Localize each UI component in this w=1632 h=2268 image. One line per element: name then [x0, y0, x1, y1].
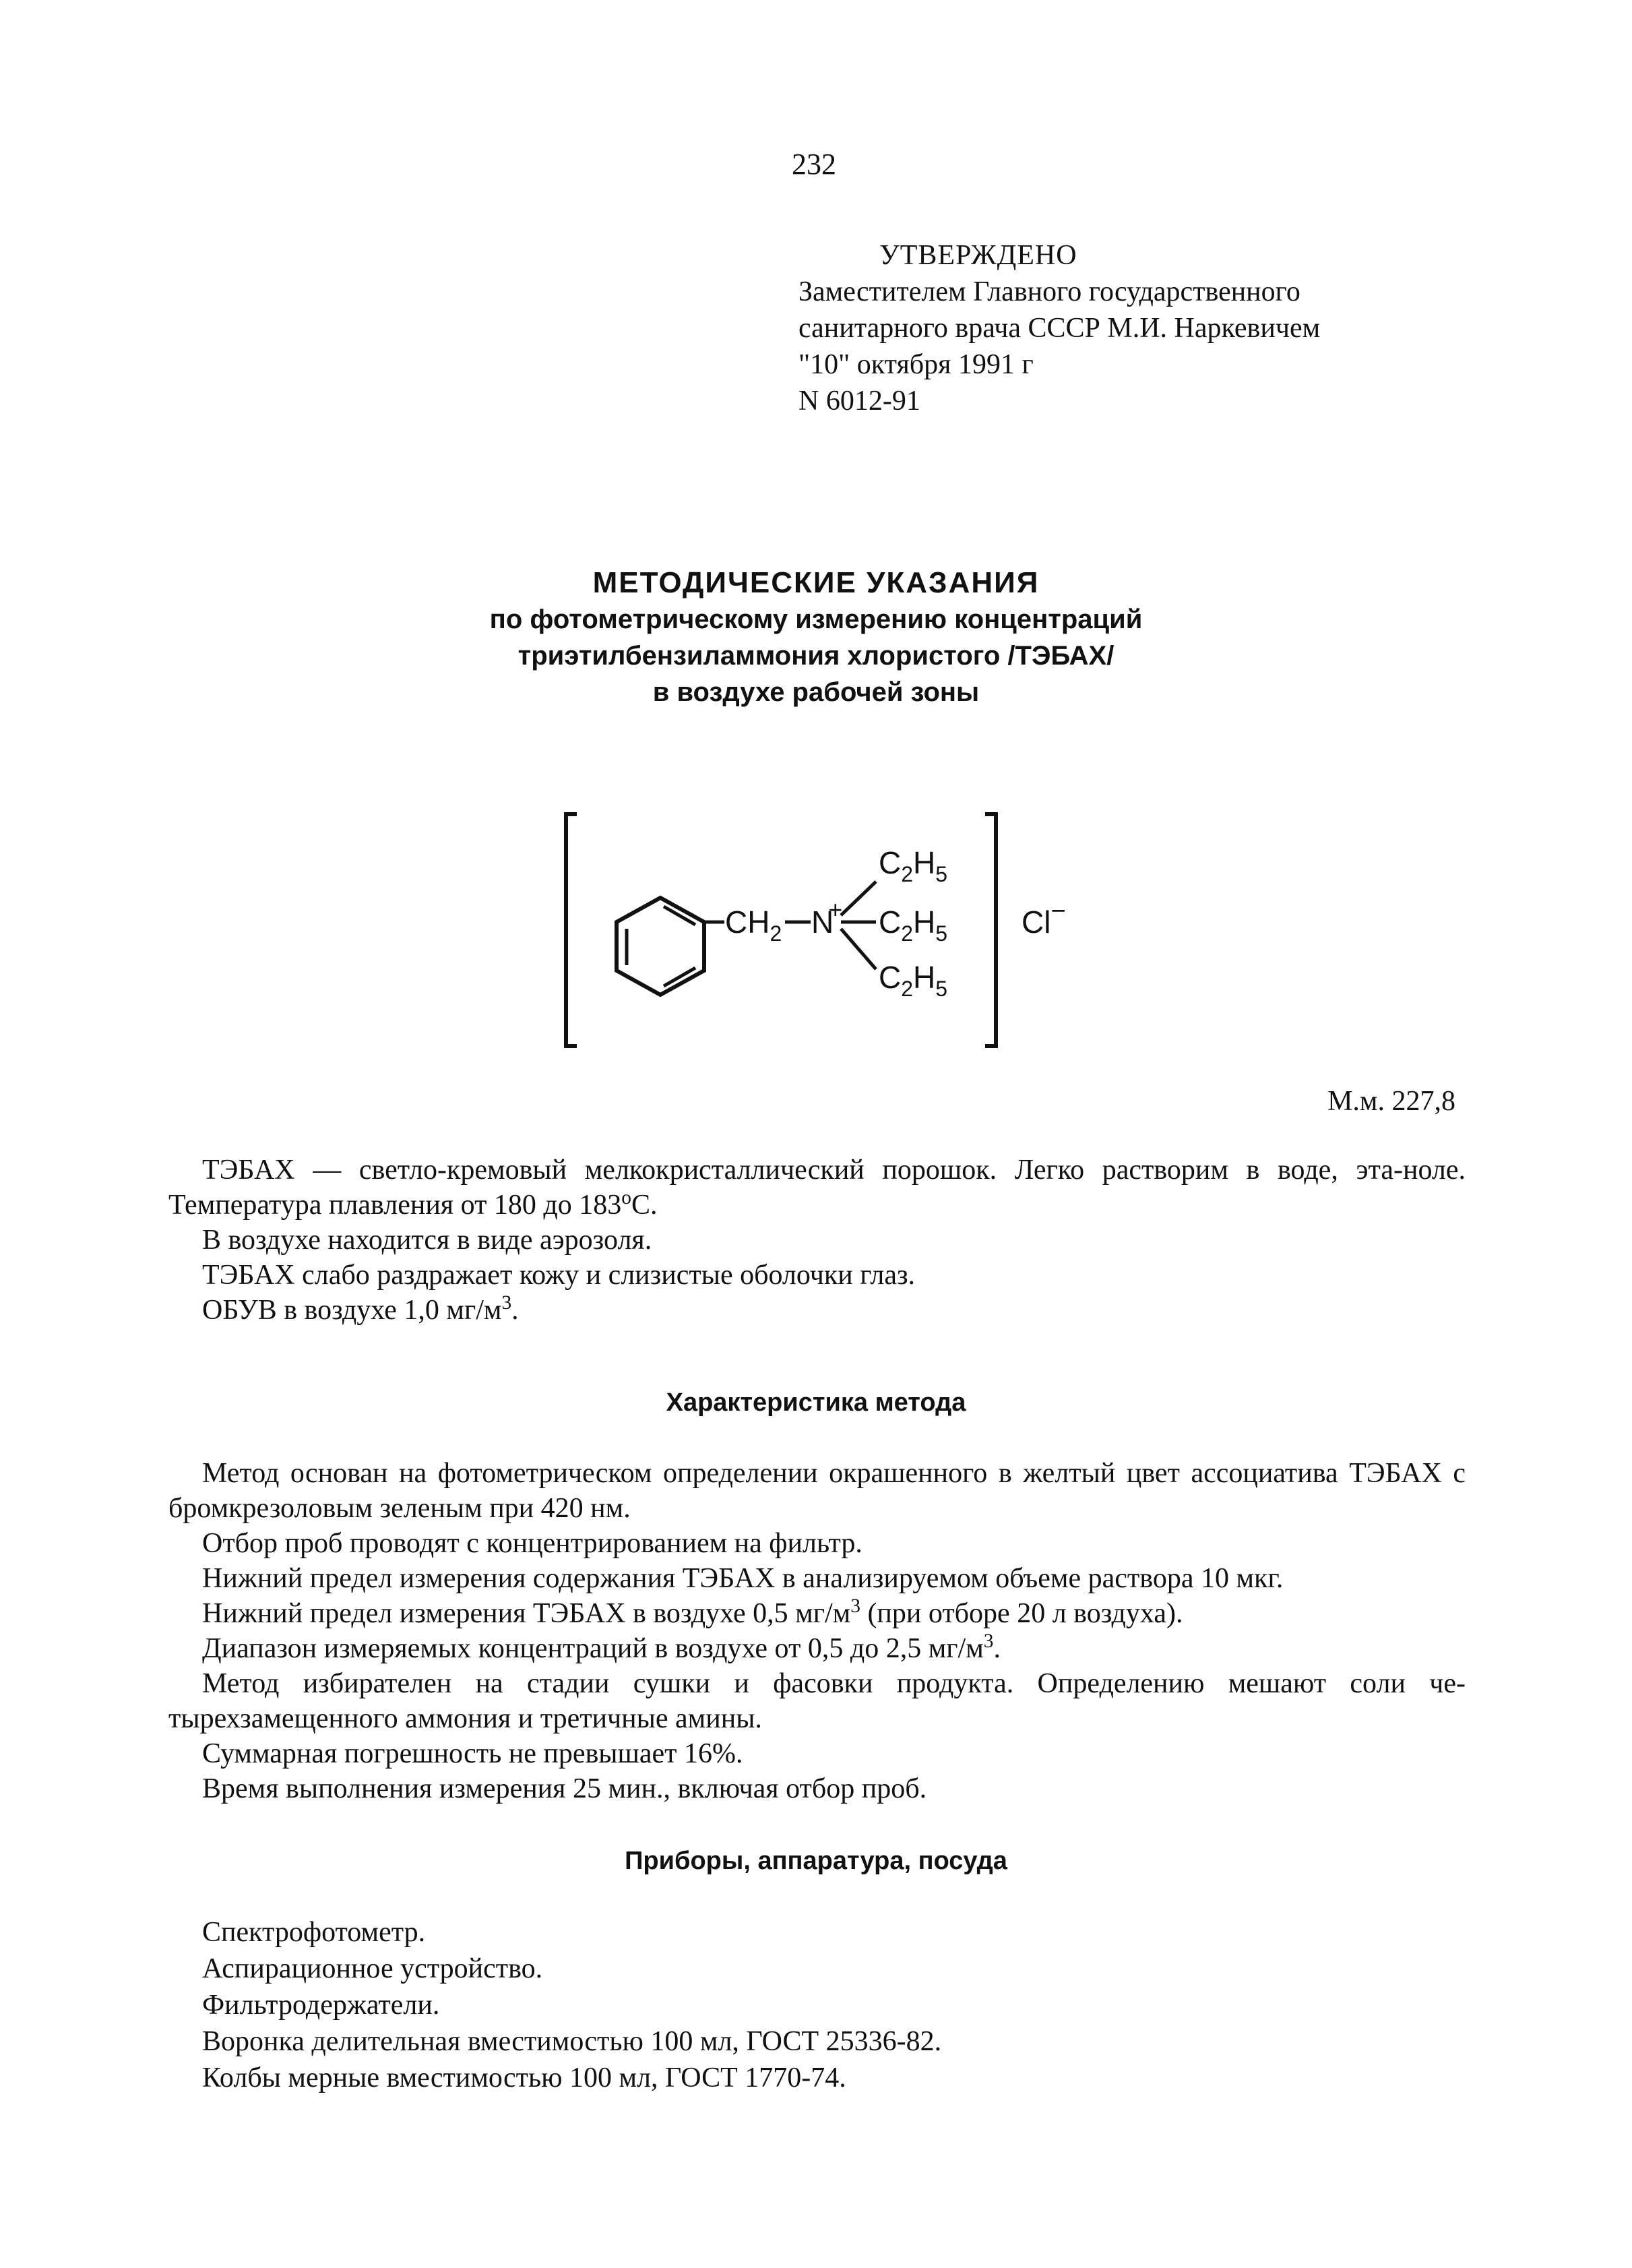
equipment-item: Аспирационное устройство. — [202, 1953, 543, 1984]
ethyl-bottom-c: C — [879, 960, 902, 995]
method-p5-text: Диапазон измеряемых концентраций в воздухе от 0,5 до 2,5 мг/м — [202, 1633, 984, 1664]
description-p1-tail: С. — [631, 1190, 658, 1221]
structural-formula — [559, 809, 1098, 1051]
ch2-group — [725, 905, 782, 946]
method-p4-superscript: 3 — [850, 1595, 860, 1617]
method-p5-tail: . — [993, 1633, 1001, 1664]
equipment-list — [168, 1914, 1466, 2096]
equipment-item: Колбы мерные вместимостью 100 мл, ГОСТ 1770-74. — [202, 2062, 846, 2093]
method-paragraph-5 — [168, 1631, 1466, 1666]
ethyl-middle-h: H — [913, 905, 936, 940]
title-line-3: триэтилбензиламмония хлористого /ТЭБАХ/ — [517, 641, 1115, 671]
chloride-label: Cl — [1022, 905, 1051, 940]
approval-line-2: санитарного врача СССР М.И. Наркевичем — [798, 313, 1321, 344]
method-paragraph-4 — [168, 1596, 1466, 1631]
nitrogen-charge: + — [828, 896, 843, 923]
ethyl-group-top — [879, 845, 947, 886]
method-p4-text: Нижний предел измерения ТЭБАХ в воздухе 0,5 мг/м — [202, 1598, 851, 1629]
left-bracket — [566, 814, 577, 1046]
ethyl-middle-sub1: 2 — [901, 921, 914, 946]
ch2-label: CH — [725, 905, 770, 940]
nitrogen-label: N — [811, 905, 834, 940]
description-paragraph-1 — [168, 1153, 1466, 1223]
ethyl-middle-c: C — [879, 905, 902, 940]
ethyl-top-sub2: 5 — [935, 862, 948, 886]
nitrogen-atom — [811, 896, 842, 940]
benzene-ring — [617, 898, 704, 995]
description-p4-text: ОБУВ в воздухе 1,0 мг/м — [202, 1295, 502, 1326]
bond-n-ethyl-bottom — [841, 929, 876, 969]
ethyl-top-sub1: 2 — [901, 862, 914, 886]
method-p5-superscript: 3 — [983, 1630, 994, 1652]
description-paragraph-2: В воздухе находится в виде аэрозоля. — [202, 1225, 652, 1256]
approval-heading: УТВЕРЖДЕНО — [879, 240, 1077, 271]
ethyl-bottom-sub1: 2 — [901, 977, 914, 1001]
ethyl-top-c: C — [879, 845, 902, 880]
molecular-weight: М.м. 227,8 — [1327, 1086, 1455, 1117]
structural-formula-svg — [559, 809, 1098, 1051]
method-paragraph-3: Нижний предел измерения содержания ТЭБАХ в анализируемом объеме раствора 10 мкг. — [202, 1563, 1284, 1594]
ch2-subscript: 2 — [770, 921, 782, 946]
page-number: 232 — [792, 148, 836, 181]
equipment-item: Воронка делительная вместимостью 100 мл, ГОСТ 25336-82. — [202, 2026, 942, 2057]
approval-line-1: Заместителем Главного государственного — [798, 276, 1300, 307]
equipment-item: Спектрофотометр. — [202, 1917, 426, 1948]
approval-line-3: "10" октября 1991 г — [798, 349, 1034, 380]
ethyl-bottom-sub2: 5 — [935, 977, 948, 1001]
method-paragraph-8: Время выполнения измерения 25 мин., включая отбор проб. — [202, 1773, 927, 1804]
right-bracket — [985, 814, 996, 1046]
title-line-1: МЕТОДИЧЕСКИЕ УКАЗАНИЯ — [592, 566, 1040, 599]
equipment-section-heading: Приборы, аппаратура, посуда — [625, 1847, 1007, 1875]
title-line-4: в воздухе рабочей зоны — [652, 677, 980, 707]
method-paragraph-7: Суммарная погрешность не превышает 16%. — [202, 1738, 743, 1769]
method-paragraph-2: Отбор проб проводят с концентрированием на фильтр. — [202, 1528, 862, 1559]
ethyl-group-middle — [879, 905, 947, 946]
document-title — [0, 565, 1632, 710]
description-paragraph-4 — [168, 1293, 1466, 1328]
bond-n-ethyl-top — [841, 882, 876, 915]
ethyl-top-h: H — [913, 845, 936, 880]
degree-superscript: о — [621, 1187, 631, 1208]
method-section-heading: Характеристика метода — [666, 1388, 966, 1417]
ethyl-group-bottom — [879, 960, 947, 1001]
approval-line-4: N 6012-91 — [798, 386, 920, 417]
method-section-body — [168, 1456, 1466, 1806]
chloride-charge: − — [1050, 897, 1066, 925]
method-paragraph-6: Метод избирателен на стадии сушки и фасовки продукта. Определению мешают соли че-тырехзамещенного аммония и третичные амины. — [168, 1668, 1466, 1734]
method-p4-tail: (при отборе 20 л воздуха). — [860, 1598, 1183, 1629]
description-p4-tail: . — [511, 1295, 519, 1326]
description-paragraph-3: ТЭБАХ слабо раздражает кожу и слизистые оболочки глаз. — [202, 1260, 916, 1291]
cubic-superscript: 3 — [501, 1292, 512, 1314]
equipment-item: Фильтродержатели. — [202, 1990, 440, 2021]
description-p1-text: ТЭБАХ — светло-кремовый мелкокристаллический порошок. Легко растворим в воде, эта-ноле. Температура плавления от 180 до 183 — [168, 1155, 1466, 1221]
approval-block — [798, 237, 1320, 419]
ethyl-middle-sub2: 5 — [935, 921, 948, 946]
method-paragraph-1: Метод основан на фотометрическом определении окрашенного в желтый цвет ассоциатива ТЭБАХ с бромкрезоловым зеленым при 420 нм. — [168, 1458, 1466, 1524]
chloride-ion — [1022, 897, 1066, 940]
title-line-2: по фотометрическому измерению концентраций — [489, 605, 1143, 634]
ethyl-bottom-h: H — [913, 960, 936, 995]
description-block — [168, 1153, 1466, 1328]
